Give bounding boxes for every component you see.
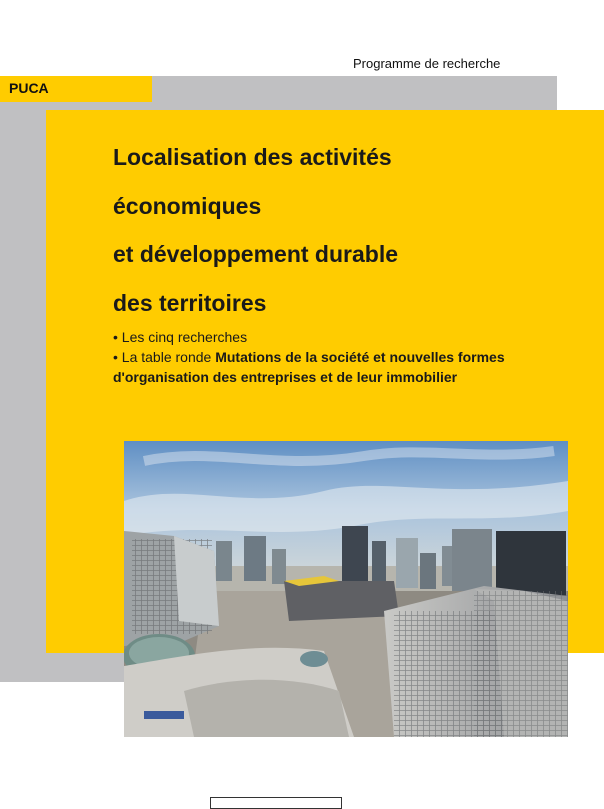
bullet-2-bold: Mutations de la société et nouvelles formes d'organisation des entreprises et de leur immobilier	[113, 349, 505, 385]
bottom-box	[210, 797, 342, 809]
program-label: Programme de recherche	[353, 56, 501, 71]
puca-label: PUCA	[9, 80, 49, 96]
puca-tab	[0, 76, 152, 102]
title-line-3: et développement durable	[113, 241, 399, 267]
title-line-2: économiques	[113, 192, 262, 219]
cover-bullets	[113, 327, 533, 387]
cityscape-photo	[124, 441, 568, 737]
title-line-4: des territoires	[113, 289, 267, 316]
bullet-item-2	[113, 347, 533, 387]
cityscape-illustration	[124, 441, 568, 737]
cover-title	[113, 133, 553, 327]
bullet-2-prefix: • La table ronde	[113, 349, 216, 365]
title-line-1: Localisation des activités	[113, 144, 392, 170]
bullet-item-1: • Les cinq recherches	[113, 329, 248, 345]
